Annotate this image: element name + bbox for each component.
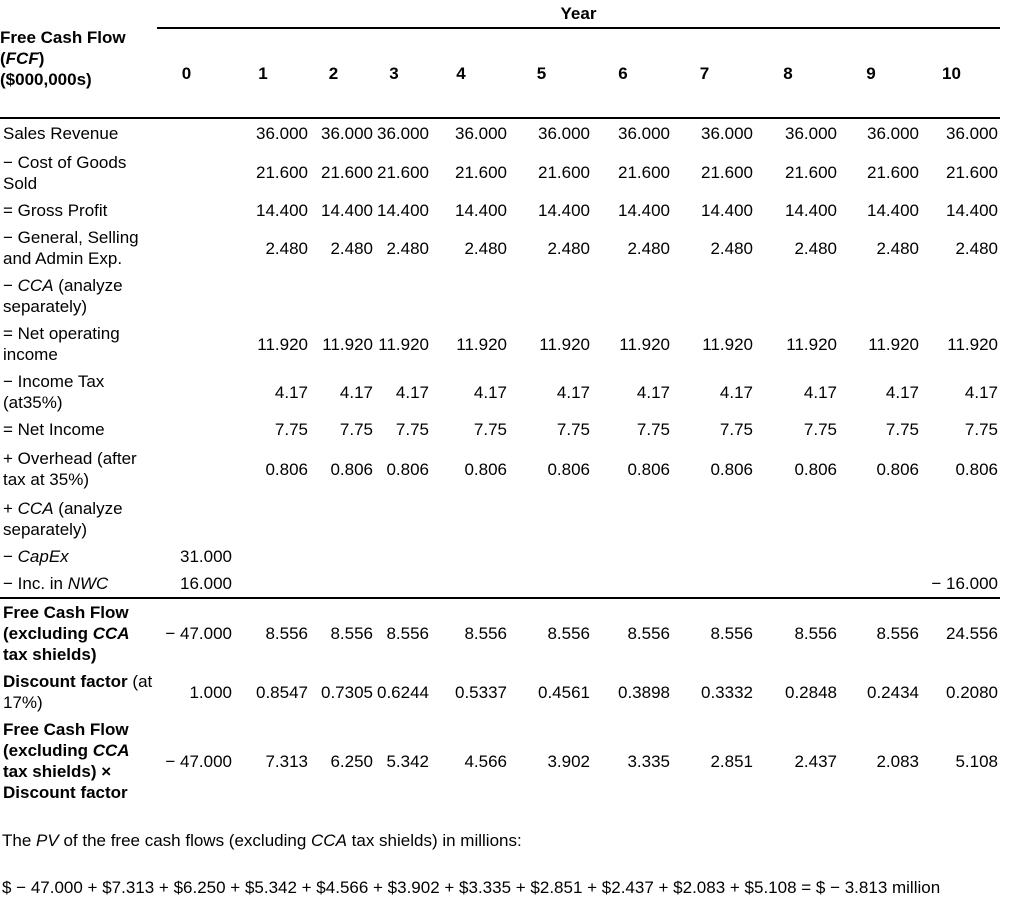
value-cell: 0.4561	[538, 682, 590, 702]
value-cell	[672, 495, 755, 543]
table-row	[0, 320, 1000, 368]
value-cell	[839, 570, 921, 598]
value-cell: 11.920	[702, 334, 753, 354]
value-cell	[839, 543, 921, 570]
table-row	[0, 668, 1000, 716]
value-cell: 0.2434	[867, 682, 919, 702]
value-cell: 0.806	[547, 459, 590, 479]
value-cell: 2.480	[794, 238, 837, 258]
row-label: − CCA (analyze separately)	[3, 276, 123, 316]
row-label: − Cost of Goods Sold	[3, 152, 127, 193]
value-cell	[234, 570, 310, 598]
value-cell: 4.17	[964, 382, 999, 402]
table-row	[0, 443, 1000, 495]
value-cell: 11.920	[257, 334, 308, 354]
table-row	[0, 368, 1000, 416]
value-cell: 4.566	[464, 751, 507, 771]
value-cell	[375, 495, 431, 543]
value-cell: 36.000	[455, 124, 507, 143]
value-cell: 4.17	[556, 382, 590, 402]
value-cell: 3.335	[627, 751, 670, 771]
table-row	[0, 716, 1000, 806]
value-cell	[310, 495, 375, 543]
value-cell: 8.556	[310, 598, 375, 668]
value-cell: − 47.000	[157, 598, 234, 668]
year-column-header: 0	[157, 28, 234, 118]
year-header: Year	[157, 0, 1000, 28]
value-cell: 0.3332	[701, 682, 753, 702]
value-cell: 21.600	[946, 163, 999, 182]
value-cell: 14.400	[377, 201, 429, 220]
value-cell	[310, 570, 375, 598]
value-cell: − 16.000	[931, 574, 999, 593]
value-cell: 2.480	[876, 238, 919, 258]
value-cell: 7.75	[719, 420, 753, 439]
value-cell	[157, 118, 234, 148]
value-cell: 7.313	[265, 751, 308, 771]
year-column-header: 7	[672, 28, 755, 118]
value-cell: 7.75	[339, 420, 373, 439]
value-cell	[672, 272, 755, 320]
value-cell	[157, 495, 234, 543]
corner-header-line: (FCF)	[0, 49, 45, 68]
value-cell: 7.75	[636, 420, 670, 439]
value-cell: 2.480	[265, 238, 308, 258]
table-row	[0, 598, 1000, 668]
value-cell: 3.902	[547, 751, 590, 771]
value-cell: 0.806	[386, 459, 429, 479]
value-cell	[755, 272, 839, 320]
value-cell	[431, 272, 509, 320]
value-cell: 2.851	[710, 751, 753, 771]
table-corner-header	[0, 0, 157, 118]
value-cell: 21.600	[701, 163, 753, 182]
value-cell: 11.920	[786, 334, 837, 354]
value-cell: 0.7305	[321, 682, 373, 702]
value-cell	[592, 543, 672, 570]
value-cell	[592, 570, 672, 598]
value-cell: 0.806	[710, 459, 753, 479]
value-cell: 36.000	[377, 124, 429, 143]
value-cell	[157, 416, 234, 443]
year-column-header: 1	[234, 28, 310, 118]
value-cell	[839, 495, 921, 543]
value-cell: 4.17	[274, 382, 308, 402]
value-cell: 11.920	[456, 334, 507, 354]
value-cell: 11.920	[539, 334, 590, 354]
value-cell	[310, 272, 375, 320]
value-cell: 2.480	[710, 238, 753, 258]
row-label: + CCA (analyze separately)	[3, 499, 123, 539]
value-cell: 36.000	[701, 124, 753, 143]
value-cell: 4.17	[803, 382, 837, 402]
value-cell	[672, 570, 755, 598]
value-cell: 24.556	[921, 598, 1000, 668]
pv-formula-text: $ − 47.000 + $7.313 + $6.250 + $5.342 + $4.566 + $3.902 + $3.335 + $2.851 + $2.437 + $2.083 + $5.108 = $ − 3.813 million	[2, 878, 941, 897]
row-label: − General, Selling and Admin Exp.	[3, 228, 139, 268]
value-cell: 14.400	[256, 201, 308, 220]
value-cell: 4.17	[395, 382, 429, 402]
value-cell	[509, 543, 592, 570]
value-cell	[431, 543, 509, 570]
value-cell	[509, 495, 592, 543]
value-cell	[755, 570, 839, 598]
corner-header-line: ($000,000s)	[0, 70, 92, 89]
value-cell: 14.400	[701, 201, 753, 220]
value-cell: 8.556	[509, 598, 592, 668]
row-label: = Net operating income	[3, 324, 120, 364]
table-row	[0, 416, 1000, 443]
table-row	[0, 495, 1000, 543]
value-cell: 36.000	[618, 124, 670, 143]
value-cell: 8.556	[375, 598, 431, 668]
value-cell: 21.600	[538, 163, 590, 182]
row-label: = Gross Profit	[3, 201, 108, 220]
value-cell: 2.480	[330, 238, 373, 258]
value-cell: 36.000	[785, 124, 837, 143]
row-label: Sales Revenue	[3, 124, 119, 143]
value-cell: 31.000	[180, 547, 232, 566]
value-cell: 21.600	[785, 163, 837, 182]
value-cell	[375, 272, 431, 320]
value-cell	[234, 272, 310, 320]
value-cell: 0.3898	[618, 682, 670, 702]
row-label: + Overhead (after tax at 35%)	[3, 449, 137, 489]
value-cell	[592, 272, 672, 320]
row-label: − CapEx	[3, 547, 69, 566]
value-cell: − 47.000	[165, 751, 232, 771]
value-cell: 14.400	[867, 201, 919, 220]
value-cell: 0.806	[876, 459, 919, 479]
value-cell: 0.5337	[455, 682, 507, 702]
value-cell	[672, 543, 755, 570]
value-cell: 0.806	[955, 459, 999, 479]
value-cell: 2.480	[464, 238, 507, 258]
value-cell	[157, 197, 234, 224]
value-cell: 8.556	[672, 598, 755, 668]
row-label: − Income Tax (at35%)	[3, 372, 105, 412]
value-cell: 7.75	[803, 420, 837, 439]
fcf-table-body	[0, 118, 1000, 806]
value-cell: 11.920	[868, 334, 919, 354]
value-cell: 21.600	[321, 163, 373, 182]
table-row	[0, 148, 1000, 197]
value-cell	[509, 570, 592, 598]
value-cell: 6.250	[330, 751, 373, 771]
value-cell: 0.6244	[377, 682, 429, 702]
value-cell: 14.400	[455, 201, 507, 220]
value-cell: 36.000	[538, 124, 590, 143]
value-cell: 0.806	[464, 459, 507, 479]
value-cell: 8.556	[755, 598, 839, 668]
value-cell: 14.400	[538, 201, 590, 220]
value-cell	[157, 224, 234, 272]
value-cell: 0.2080	[946, 682, 999, 702]
value-cell	[234, 543, 310, 570]
table-row	[0, 224, 1000, 272]
year-column-header: 6	[592, 28, 672, 118]
year-column-header: 2	[310, 28, 375, 118]
value-cell: 2.480	[627, 238, 670, 258]
value-cell: 14.400	[618, 201, 670, 220]
value-cell: 36.000	[256, 124, 308, 143]
value-cell	[157, 368, 234, 416]
value-cell	[157, 443, 234, 495]
value-cell: 2.083	[876, 751, 919, 771]
value-cell: 7.75	[964, 420, 999, 439]
year-column-header: 9	[839, 28, 921, 118]
value-cell	[921, 543, 1000, 570]
value-cell	[755, 495, 839, 543]
value-cell: 0.806	[794, 459, 837, 479]
value-cell: 1.000	[189, 682, 232, 702]
table-row	[0, 197, 1000, 224]
value-cell	[431, 570, 509, 598]
value-cell: 8.556	[431, 598, 509, 668]
value-cell	[509, 272, 592, 320]
value-cell: 11.920	[378, 334, 429, 354]
year-column-header: 5	[509, 28, 592, 118]
value-cell: 4.17	[339, 382, 373, 402]
row-label: Free Cash Flow (excluding CCA tax shields) × Discount factor	[3, 720, 130, 802]
value-cell: 0.8547	[256, 682, 308, 702]
value-cell: 16.000	[180, 574, 232, 593]
value-cell	[157, 148, 234, 197]
value-cell: 4.17	[885, 382, 919, 402]
year-column-header: 4	[431, 28, 509, 118]
value-cell: 21.600	[867, 163, 919, 182]
value-cell: 2.437	[794, 751, 837, 771]
value-cell: 21.600	[618, 163, 670, 182]
value-cell: 21.600	[377, 163, 429, 182]
value-cell: 8.556	[839, 598, 921, 668]
row-label: Discount factor (at 17%)	[3, 672, 153, 712]
value-cell: 0.2848	[785, 682, 837, 702]
value-cell: 7.75	[274, 420, 308, 439]
year-column-header: 8	[755, 28, 839, 118]
value-cell	[592, 495, 672, 543]
value-cell: 7.75	[556, 420, 590, 439]
year-column-header: 10	[921, 28, 1000, 118]
value-cell	[157, 320, 234, 368]
value-cell: 5.108	[955, 751, 999, 771]
pv-intro-text: The PV of the free cash flows (excluding CCA tax shields) in millions:	[2, 831, 522, 850]
value-cell	[921, 272, 1000, 320]
row-label: − Inc. in NWC	[3, 574, 109, 593]
value-cell: 36.000	[867, 124, 919, 143]
value-cell	[431, 495, 509, 543]
value-cell: 21.600	[256, 163, 308, 182]
value-cell: 8.556	[592, 598, 672, 668]
value-cell	[375, 543, 431, 570]
value-cell: 2.480	[955, 238, 999, 258]
value-cell: 5.342	[386, 751, 429, 771]
value-cell: 8.556	[234, 598, 310, 668]
value-cell: 2.480	[547, 238, 590, 258]
table-row	[0, 118, 1000, 148]
value-cell: 7.75	[395, 420, 429, 439]
value-cell: 36.000	[946, 124, 999, 143]
value-cell	[755, 543, 839, 570]
corner-header-line: Free Cash Flow	[0, 28, 126, 47]
value-cell: 7.75	[885, 420, 919, 439]
row-label: Free Cash Flow (excluding CCA tax shields)	[0, 598, 157, 668]
table-row	[0, 543, 1000, 570]
value-cell	[234, 495, 310, 543]
value-cell: 21.600	[455, 163, 507, 182]
value-cell: 0.806	[265, 459, 308, 479]
value-cell	[839, 272, 921, 320]
year-column-header: 3	[375, 28, 431, 118]
value-cell: 4.17	[719, 382, 753, 402]
value-cell: 14.400	[946, 201, 999, 220]
value-cell	[375, 570, 431, 598]
row-label: = Net Income	[3, 420, 105, 439]
value-cell: 14.400	[785, 201, 837, 220]
year-title-row	[0, 0, 1000, 28]
value-cell: 7.75	[473, 420, 507, 439]
value-cell: 2.480	[386, 238, 429, 258]
table-row	[0, 570, 1000, 598]
value-cell: 14.400	[321, 201, 373, 220]
value-cell: 0.806	[627, 459, 670, 479]
value-cell: 11.920	[947, 334, 999, 354]
value-cell	[921, 495, 1000, 543]
value-cell: 11.920	[322, 334, 373, 354]
value-cell: 0.806	[330, 459, 373, 479]
value-cell: 4.17	[636, 382, 670, 402]
table-row	[0, 272, 1000, 320]
value-cell: 11.920	[619, 334, 670, 354]
value-cell	[310, 543, 375, 570]
value-cell	[157, 272, 234, 320]
value-cell: 4.17	[473, 382, 507, 402]
value-cell: 36.000	[321, 124, 373, 143]
